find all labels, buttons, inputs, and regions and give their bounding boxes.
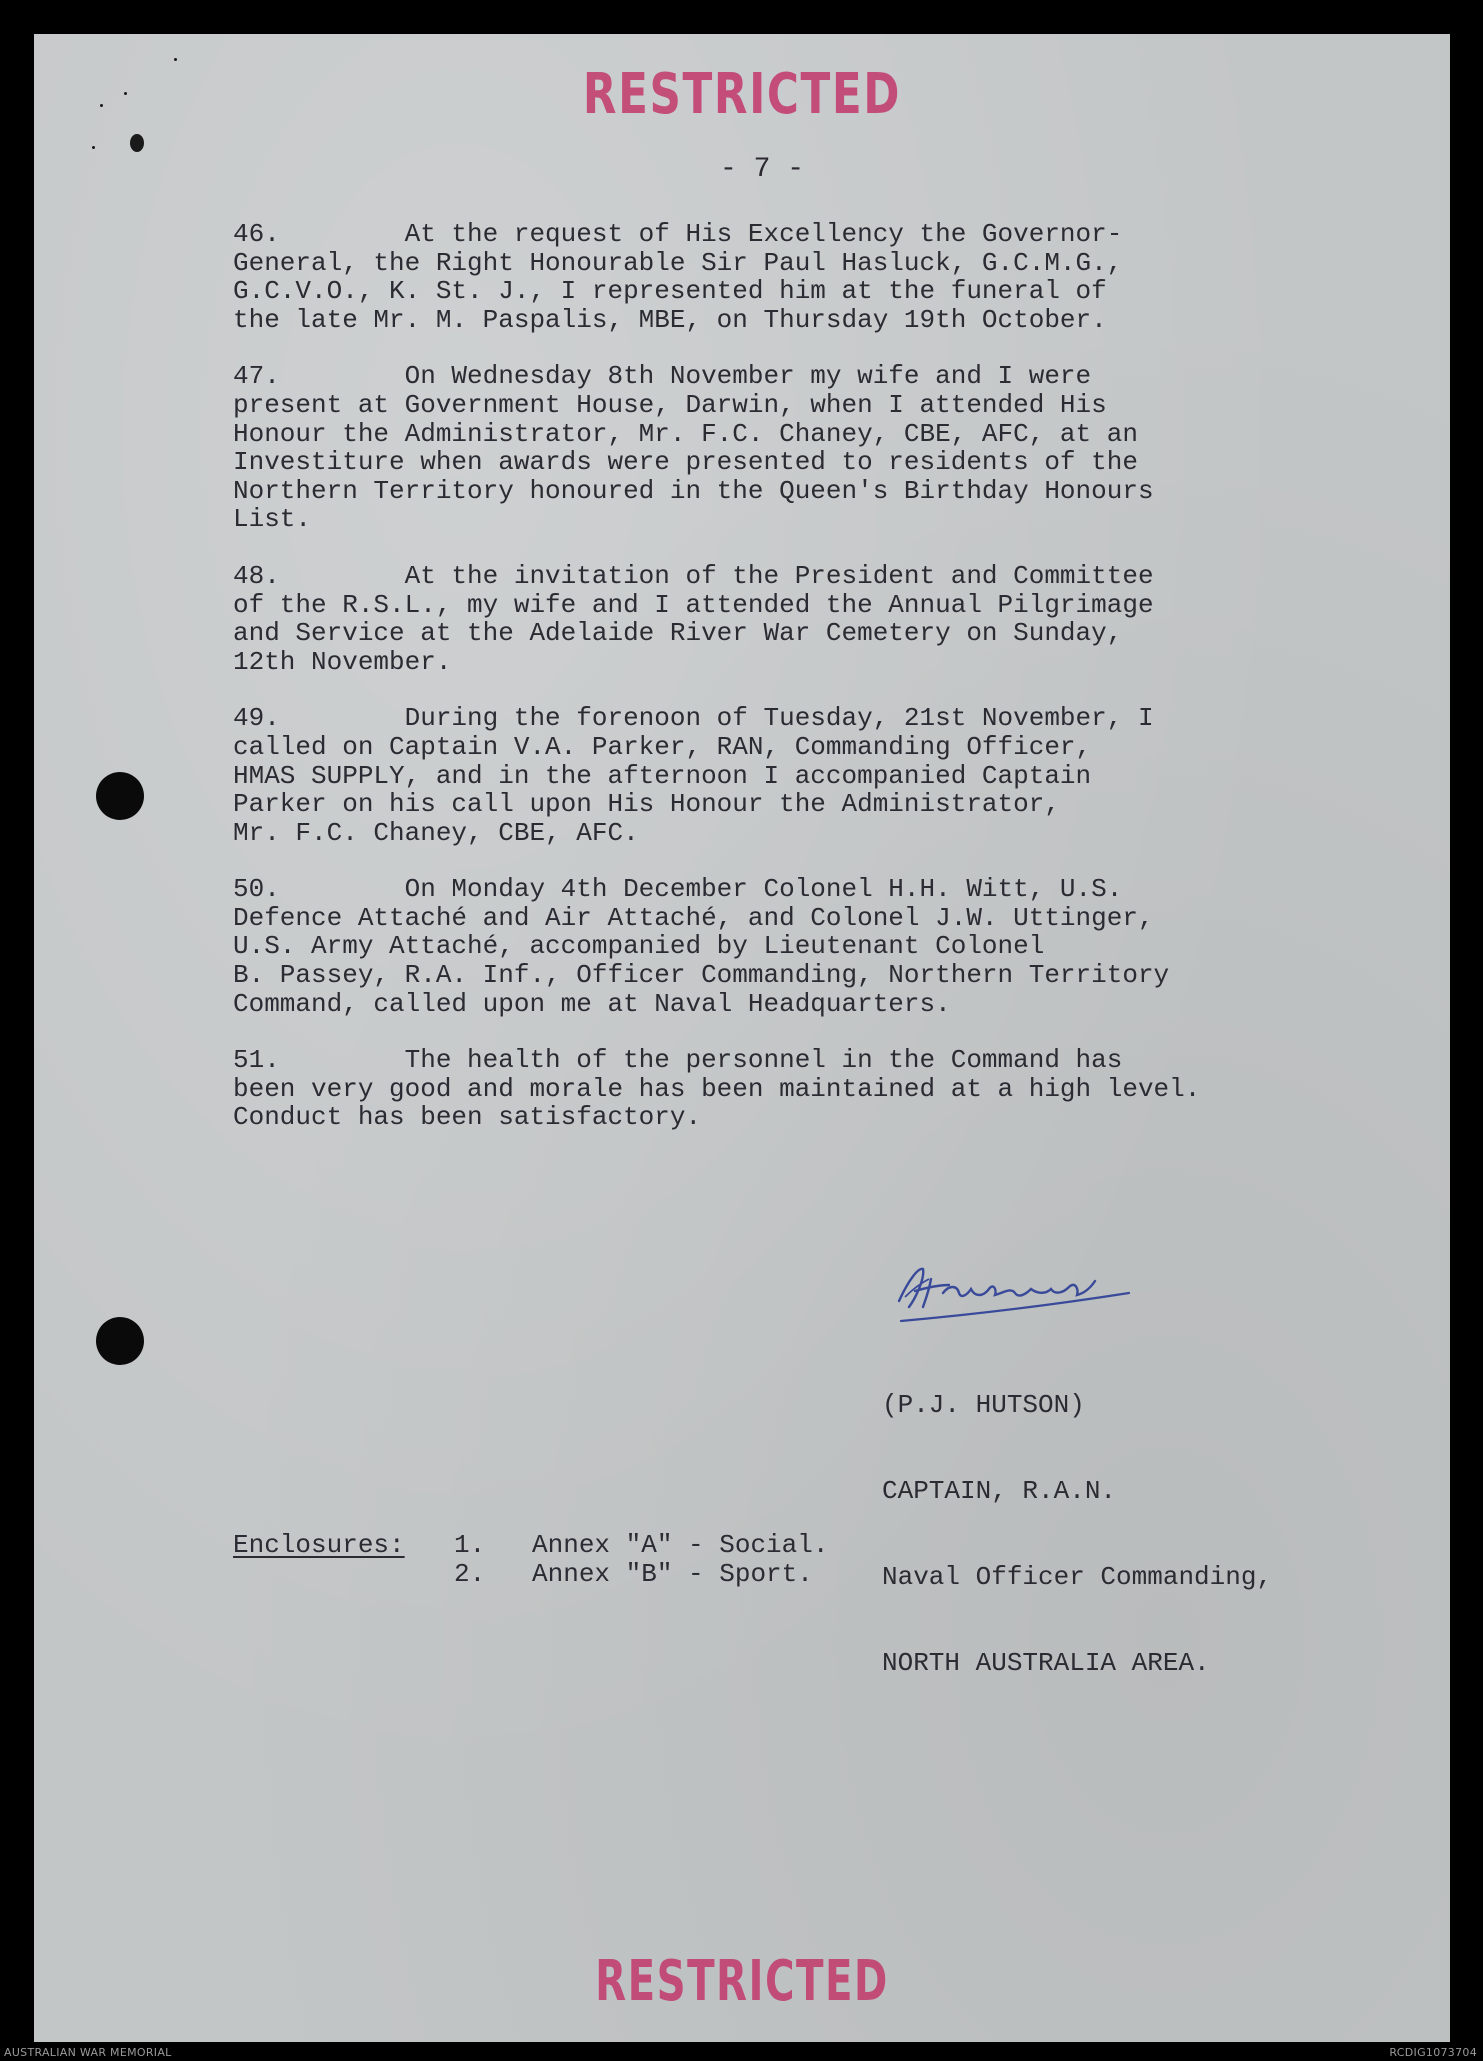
signature-block [882,1334,1272,1734]
restricted-stamp-top: RESTRICTED [582,62,902,127]
archive-credit: AUSTRALIAN WAR MEMORIAL [4,2046,172,2059]
speck-mark [100,104,103,107]
signatory-area: NORTH AUSTRALIA AREA. [882,1647,1210,1678]
enclosures-list [233,1531,828,1588]
page-number: - 7 - [719,154,804,185]
restricted-stamp-bottom: RESTRICTED [595,1949,889,2014]
letter-body [233,220,1393,1160]
paragraph-49: 49. During the forenoon of Tuesday, 21st November, I called on Captain V.A. Parker, RAN, Commanding Officer, HMAS SUPPLY, and in the afternoon I accompanied Captain Parker on his call upon His Honour the Administrator, Mr. F.C. Chaney, CBE, AFC. [233,703,1154,848]
punch-hole-upper [96,772,144,820]
signatory-rank: CAPTAIN, R.A.N. [882,1475,1117,1506]
paragraph-46: 46. At the request of His Excellency the Governor- General, the Right Honourable Sir Paul Hasluck, G.C.M.G., G.C.V.O., K. St. J., I represented him at the funeral of the late Mr. M. Paspalis, MBE, on Thursday 19th October. [233,219,1123,335]
enclosure-item: 1. Annex "A" - Social. [454,1530,829,1560]
speck-mark [124,92,127,95]
paragraph-47: 47. On Wednesday 8th November my wife and I were present at Government House, Darwin, when I attended His Honour the Administrator, Mr. F.C. Chaney, CBE, AFC, at an Investiture when awards were presented to residents of the Northern Territory honoured in the Queen's Birthday Honours List. [233,361,1154,535]
paragraph-48: 48. At the invitation of the President and Committee of the R.S.L., my wife and I attended the Annual Pilgrimage and Service at the Adelaide River War Cemetery on Sunday, 12th November. [233,560,1154,677]
handwritten-signature [879,1249,1159,1329]
signatory-title: Naval Officer Commanding, [882,1561,1273,1592]
paragraph-51: 51. The health of the personnel in the Command has been very good and morale has been maintained at a high level. Conduct has been satisfactory. [233,1045,1201,1133]
archive-id: RCDIG1073704 [1389,2046,1477,2059]
paragraph-50: 50. On Monday 4th December Colonel H.H. Witt, U.S. Defence Attaché and Air Attaché, and Colonel J.W. Uttinger, U.S. Army Attaché, accompanied by Lieutenant Colonel B. Passey, R.A. Inf., Officer Commanding, Northern Territory Command, called upon me at Naval Headquarters. [233,874,1170,1019]
signatory-name: (P.J. HUTSON) [882,1390,1085,1421]
speck-mark [130,134,144,152]
enclosure-row [233,1560,828,1589]
enclosures-label: Enclosures: [233,1530,405,1560]
punch-hole-lower [96,1317,144,1365]
speck-mark [174,58,177,61]
enclosure-row [233,1531,828,1560]
signature-graphic [879,1249,1159,1329]
speck-mark [92,146,95,149]
document-page [34,34,1450,2042]
enclosure-item: 2. Annex "B" - Sport. [454,1558,813,1589]
